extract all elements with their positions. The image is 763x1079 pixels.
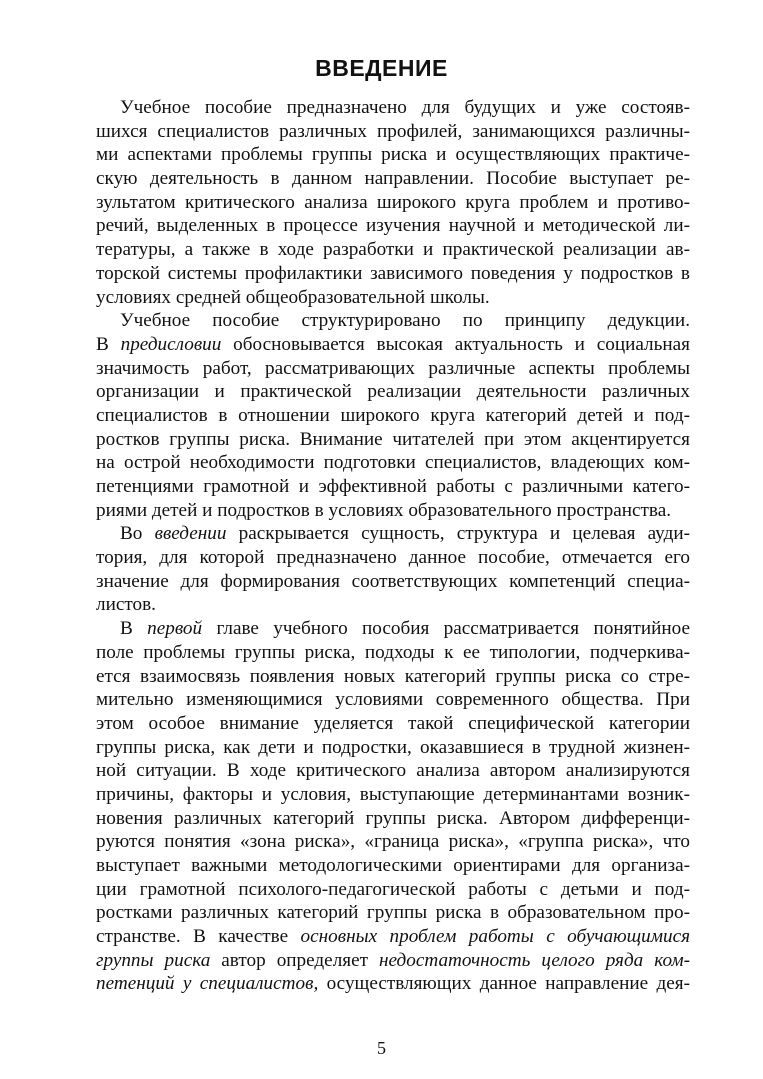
text-segment: тория, для которой предназначено данное пособие, отмечается его	[96, 547, 690, 569]
text-segment: скую деятельность в данном направлении. Пособие выступает ре-	[96, 168, 690, 190]
text-segment: торской системы профилактики зависимого поведения у подростков в	[96, 262, 690, 284]
text-line	[96, 617, 690, 641]
text-line	[96, 404, 690, 428]
text-segment: риями детей и подростков в условиях образовательного пространства.	[96, 499, 672, 521]
text-line	[96, 807, 690, 831]
text-segment: значимость работ, рассматривающих различные аспекты проблемы	[96, 357, 690, 379]
text-line	[96, 120, 690, 144]
text-line	[96, 570, 690, 594]
text-segment: тературы, а также в ходе разработки и практической реализации ав-	[96, 239, 690, 261]
text-segment: Во	[120, 523, 155, 545]
text-segment: специалистов в отношении широкого круга категорий детей и под-	[96, 404, 690, 426]
italic-text: основных проблем работы с обучающимися	[300, 926, 691, 948]
text-segment: листов.	[96, 594, 156, 616]
text-line	[96, 854, 690, 878]
text-segment: Учебное пособие структурировано по принципу дедукции.	[120, 310, 690, 332]
text-line	[96, 688, 690, 712]
text-line	[96, 214, 690, 238]
body-text	[96, 96, 690, 996]
text-line	[96, 830, 690, 854]
text-segment: условиях средней общеобразовательной школы.	[96, 286, 490, 308]
text-segment: ростков группы риска. Внимание читателей при этом акцентируется	[96, 428, 690, 450]
text-line	[96, 925, 690, 949]
text-line	[96, 783, 690, 807]
text-segment: раскрывается сущность, структура и целевая ауди-	[226, 523, 690, 545]
italic-text: недостаточность целого ряда ком-	[378, 949, 690, 971]
text-line	[96, 593, 690, 617]
text-line	[96, 475, 690, 499]
text-segment: зультатом критического анализа широкого круга проблем и противо-	[96, 191, 690, 213]
text-line	[96, 309, 690, 333]
text-segment: причины, факторы и условия, выступающие детерминантами возник-	[96, 783, 690, 805]
text-segment: автор определяет	[210, 949, 379, 971]
text-segment: ции грамотной психолого-педагогической работы с детьми и под-	[96, 878, 690, 900]
text-segment: этом особое внимание уделяется такой специфической категории	[96, 712, 690, 734]
text-segment: осуществляющих данное направление дея-	[318, 973, 691, 995]
text-line	[96, 759, 690, 783]
text-line	[96, 333, 690, 357]
text-line	[96, 641, 690, 665]
text-line	[96, 522, 690, 546]
text-line	[96, 949, 690, 973]
text-segment: петенциями грамотной и эффективной работы с различными катего-	[96, 476, 690, 497]
text-line	[96, 499, 690, 523]
text-segment: обосновывается высокая актуальность и социальная	[221, 333, 690, 355]
italic-text: первой	[147, 618, 203, 640]
text-segment: странстве. В качестве	[96, 926, 301, 948]
text-line	[96, 167, 690, 191]
text-segment: на острой необходимости подготовки специалистов, владеющих ком-	[96, 452, 690, 474]
text-segment: значение для формирования соответствующих компетенций специа-	[96, 570, 690, 592]
text-segment: шихся специалистов различных профилей, занимающихся различны-	[96, 120, 690, 142]
text-line	[96, 380, 690, 404]
page-number: 5	[377, 1038, 386, 1058]
text-line	[96, 736, 690, 760]
italic-text: введении	[154, 523, 227, 545]
text-segment: речий, выделенных в процессе изучения научной и методической ли-	[96, 215, 690, 237]
text-segment: новения различных категорий группы риска. Автором дифференци-	[96, 807, 690, 829]
text-segment: организации и практической реализации деятельности различных	[96, 381, 690, 403]
text-segment: ростками различных категорий группы риска в образовательном про-	[96, 902, 690, 924]
italic-text: петенций у специалистов,	[96, 973, 319, 995]
text-segment: В	[96, 333, 121, 355]
text-line	[96, 238, 690, 262]
text-line	[96, 546, 690, 570]
text-segment: руются понятия «зона риска», «граница риска», «группа риска», что	[96, 831, 690, 853]
text-line	[96, 972, 690, 996]
text-line	[96, 286, 690, 310]
page-title: ВВЕДЕНИЕ	[315, 55, 448, 81]
text-line	[96, 901, 690, 925]
text-line	[96, 191, 690, 215]
text-line	[96, 878, 690, 902]
text-line	[96, 96, 690, 120]
text-segment: поле проблемы группы риска, подходы к ее типологии, подчеркива-	[96, 641, 690, 663]
text-line	[96, 712, 690, 736]
text-segment: группы риска, как дети и подростки, оказавшиеся в трудной жизнен-	[96, 736, 690, 758]
text-line	[96, 143, 690, 167]
text-line	[96, 451, 690, 475]
text-line	[96, 428, 690, 452]
text-segment: В	[120, 618, 148, 640]
italic-text: предисловии	[120, 333, 222, 355]
italic-text: группы риска	[96, 949, 211, 971]
text-segment: мительно изменяющимися условиями современного общества. При	[96, 689, 690, 711]
text-segment: Учебное пособие предназначено для будущих и уже состояв-	[120, 97, 690, 118]
text-segment: ной ситуации. В ходе критического анализа автором анализируются	[96, 760, 690, 782]
text-segment: выступает важными методологическими ориентирами для организа-	[96, 855, 690, 876]
text-segment: ется взаимосвязь появления новых категорий группы риска со стре-	[96, 665, 690, 687]
text-line	[96, 357, 690, 381]
text-segment: главе учебного пособия рассматривается понятийное	[202, 618, 690, 640]
text-line	[96, 665, 690, 689]
text-segment: ми аспектами проблемы группы риска и осуществляющих практиче-	[96, 144, 690, 166]
text-line	[96, 262, 690, 286]
